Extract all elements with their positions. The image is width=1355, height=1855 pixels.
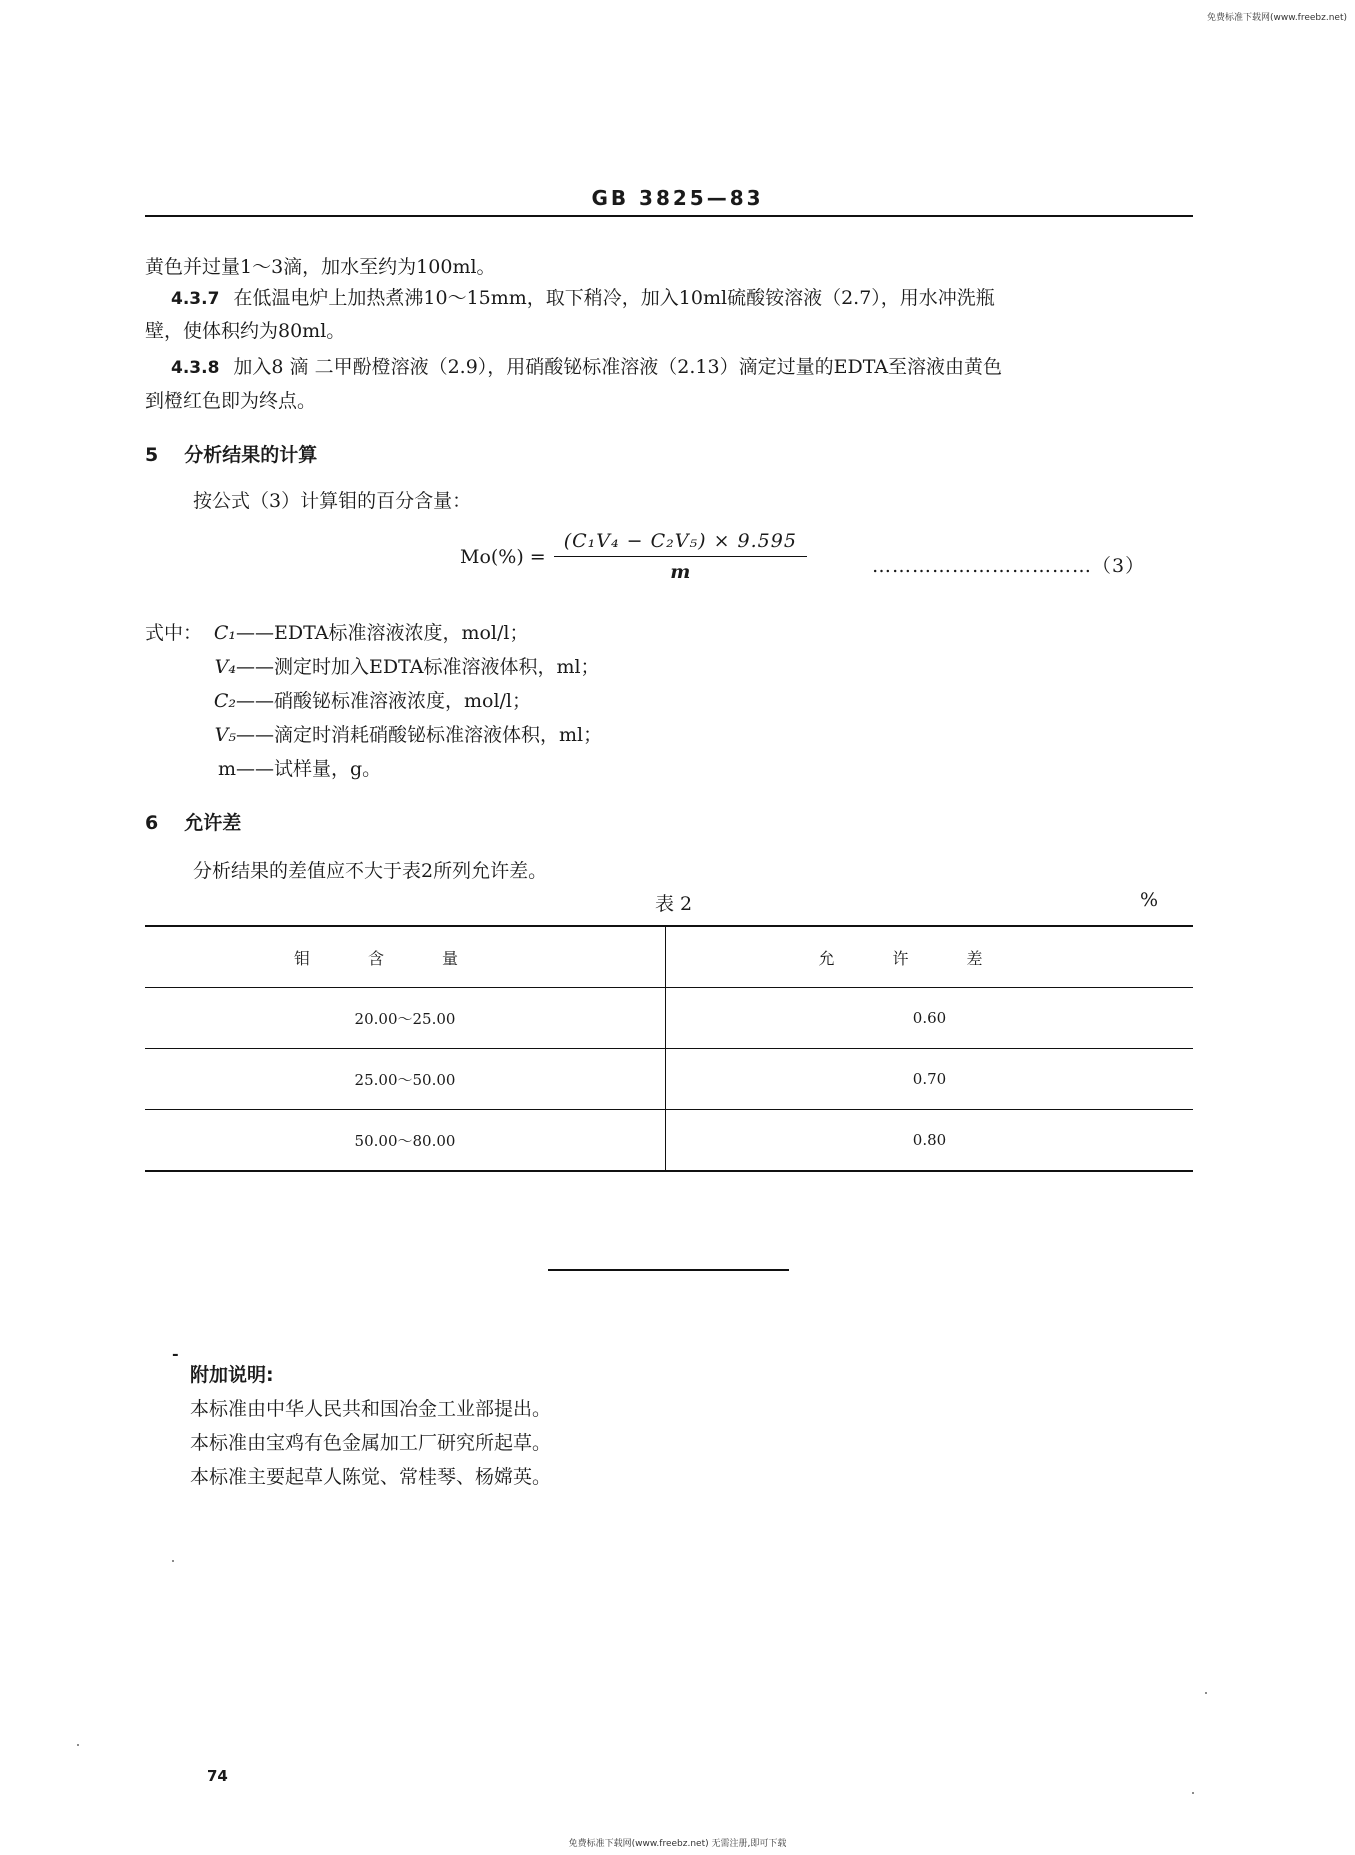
column-header-tolerance: 允许差 [818, 948, 1041, 968]
table-row [145, 1049, 1193, 1110]
scan-speck [77, 1744, 79, 1746]
tolerance-table [145, 925, 1193, 1172]
additional-notes [190, 1358, 551, 1494]
table-row [145, 1110, 1193, 1172]
section-number: 5 [145, 444, 159, 466]
table-cell-tolerance: 0.70 [666, 1049, 1194, 1110]
table-cell-tolerance: 0.80 [666, 1110, 1194, 1172]
definition-text: ——EDTA标准溶液浓度，mol/l； [236, 622, 529, 644]
notes-line: 本标准由中华人民共和国冶金工业部提出。 [190, 1398, 552, 1420]
clause-number: 4.3.7 [171, 289, 220, 309]
section-title: 允许差 [184, 812, 242, 834]
clause-4-3-7-line2: 壁，使体积约为80ml。 [145, 320, 346, 342]
table-row [145, 988, 1193, 1049]
definition-symbol: V₅ [214, 724, 236, 746]
section-6-intro: 分析结果的差值应不大于表2所列允许差。 [193, 860, 548, 882]
scan-speck [172, 1560, 174, 1562]
table-caption: 表 2 [655, 893, 693, 915]
definition-row [145, 752, 602, 786]
watermark-top: 免费标准下载网(www.freebz.net) [1207, 13, 1347, 23]
clause-text: 在低温电炉上加热煮沸10～15mm，取下稍冷，加入10ml硫酸铵溶液（2.7），用水冲洗瓶 [233, 287, 995, 309]
table-cell-range: 50.00～80.00 [145, 1110, 666, 1172]
clause-4-3-8 [171, 352, 1002, 383]
section-number: 6 [145, 812, 159, 834]
clause-4-3-7 [171, 283, 995, 314]
notes-line: 本标准主要起草人陈觉、常桂琴、杨嫦英。 [190, 1466, 552, 1488]
column-header-molybdenum-content: 钼含量 [145, 926, 666, 988]
dash-mark: - [172, 1344, 179, 1363]
section-6-heading [145, 808, 241, 835]
standard-code-header: GB 3825—83 [591, 186, 764, 210]
formula-3 [460, 530, 807, 583]
definition-symbol: C₁ [213, 622, 237, 644]
definition-row [145, 718, 602, 752]
section-5-heading [145, 440, 317, 467]
table-cell-tolerance: 0.60 [666, 988, 1194, 1049]
definition-text: ——试样量，g。 [236, 758, 382, 780]
equation-number: ……………………………（3） [872, 555, 1146, 577]
header-divider [145, 215, 1193, 217]
notes-title: 附加说明: [190, 1364, 274, 1386]
table-unit: % [1140, 889, 1159, 911]
definition-text: ——测定时加入EDTA标准溶液体积，ml； [236, 656, 600, 678]
definition-symbol: V₄ [214, 656, 236, 678]
definition-symbol: C₂ [213, 690, 236, 712]
formula-fraction [554, 530, 807, 583]
end-of-text-rule [548, 1269, 789, 1271]
notes-line: 本标准由宝鸡有色金属加工厂研究所起草。 [190, 1432, 552, 1454]
formula-denominator: m [670, 561, 691, 583]
section-title: 分析结果的计算 [184, 444, 318, 466]
formula-numerator: (C₁V₄ − C₂V₅) × 9.595 [554, 530, 807, 557]
table-cell-range: 25.00～50.00 [145, 1049, 666, 1110]
page-number: 74 [207, 1767, 228, 1785]
formula-lhs: Mo(%) = [460, 545, 546, 568]
definition-prefix: 式中： [145, 622, 203, 644]
scan-speck [1205, 1692, 1207, 1694]
watermark-bottom: 免费标准下载网(www.freebz.net) 无需注册,即可下载 [568, 1839, 787, 1849]
section-5-intro: 按公式（3）计算钼的百分含量： [193, 490, 472, 512]
clause-text: 加入8 滴 二甲酚橙溶液（2.9），用硝酸铋标准溶液（2.13）滴定过量的EDTA至溶液由黄色 [233, 356, 1003, 378]
clause-4-3-8-line2: 到橙红色即为终点。 [145, 390, 317, 412]
definition-text: ——硝酸铋标准溶液浓度，mol/l； [236, 690, 532, 712]
variable-definitions [145, 616, 602, 786]
definition-symbol: m [217, 758, 236, 780]
clause-number: 4.3.8 [171, 358, 220, 378]
table-cell-range: 20.00～25.00 [145, 988, 666, 1049]
table-header-row [145, 926, 1193, 988]
definition-row [145, 616, 602, 650]
paragraph-continuation: 黄色并过量1～3滴，加水至约为100ml。 [145, 256, 496, 278]
definition-row [145, 684, 602, 718]
definition-text: ——滴定时消耗硝酸铋标准溶液体积，ml； [236, 724, 603, 746]
scan-speck [1192, 1792, 1194, 1794]
definition-row [145, 650, 602, 684]
